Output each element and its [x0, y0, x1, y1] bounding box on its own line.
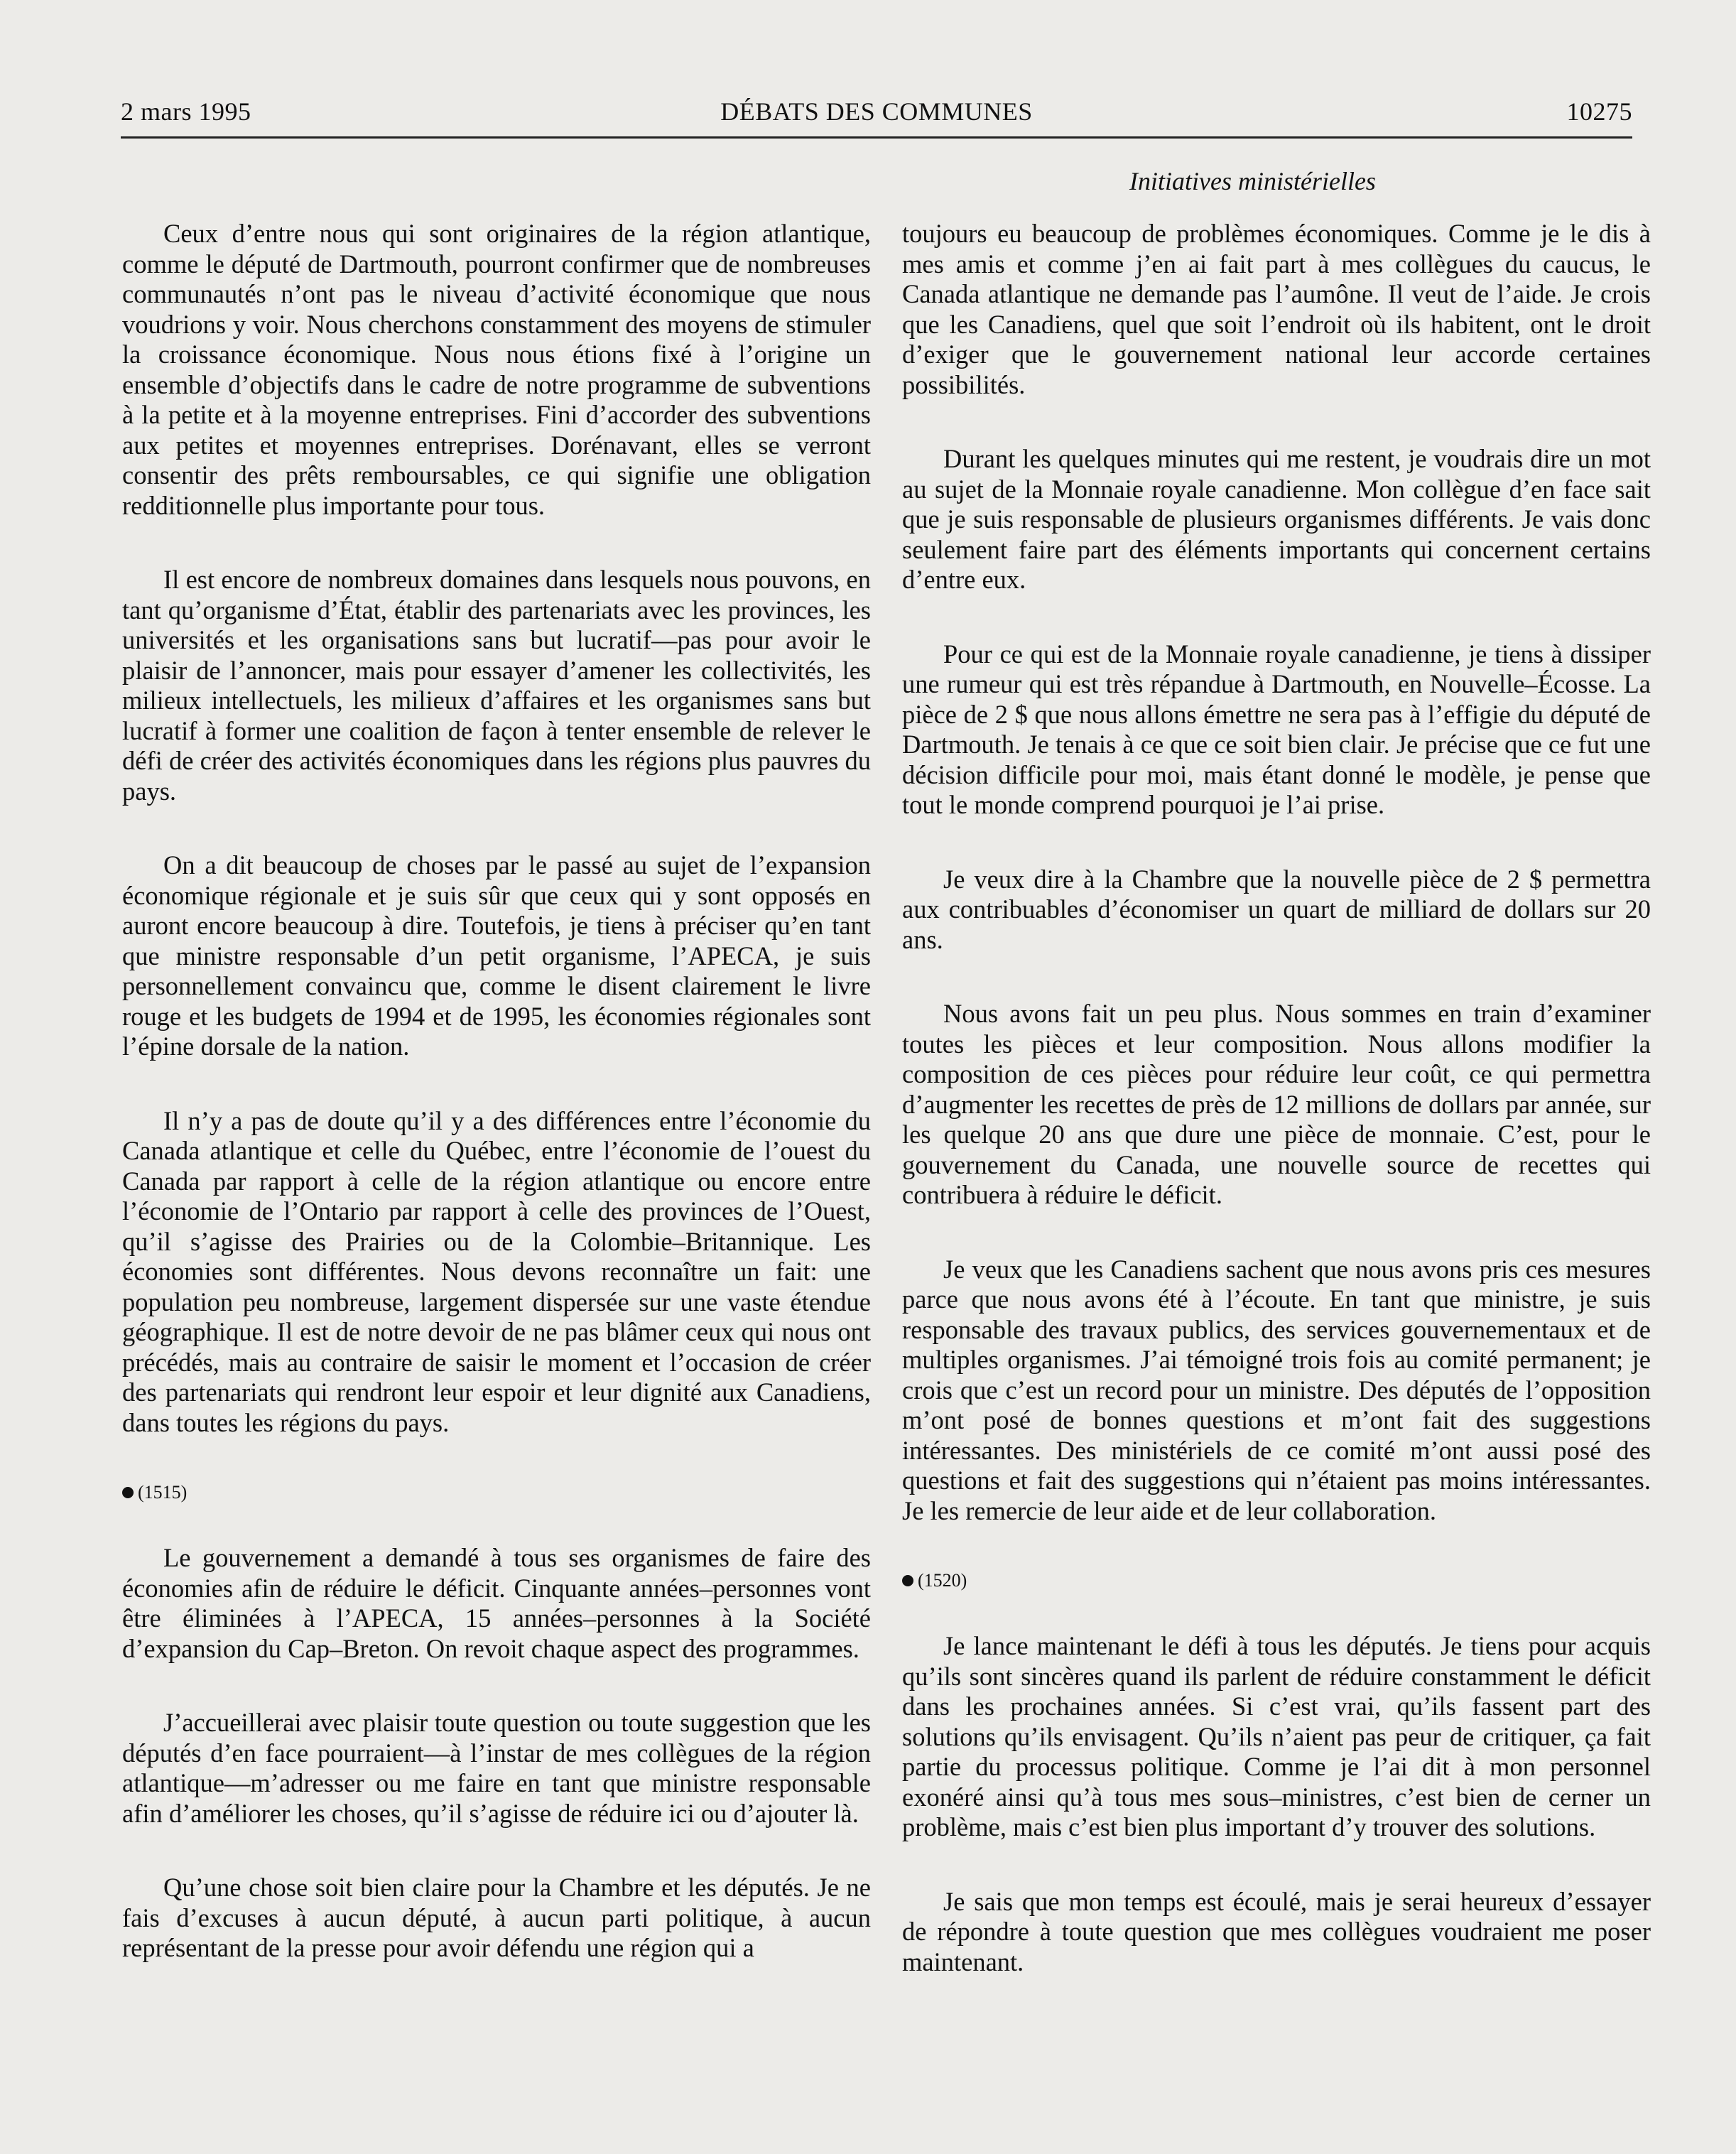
paragraph: J’accueillerai avec plaisir toute question ou toute suggestion que les députés d’en face pourraient—à l’instar de mes collègues de la région atlantique—m’adresser ou me faire en tant que ministre responsable afin d’améliorer les choses, qu’il s’agisse de réduire ici ou d’ajouter là. [122, 1708, 871, 1828]
paragraph: Je veux dire à la Chambre que la nouvelle pièce de 2 $ permettra aux contribuables d’économiser un quart de milliard de dollars sur 20 ans. [902, 864, 1651, 954]
time-marker [902, 1570, 1651, 1591]
right-column [902, 219, 1651, 1977]
paragraph: Ceux d’entre nous qui sont originaires de la région atlantique, comme le député de Dartmouth, pourront confirmer que de nombreuses communautés n’ont pas le niveau d’activité économique que nous voudrions y voir. Nous cherchons constamment des moyens de stimuler la croissance économique. Nous nous étions fixé à l’origine un ensemble d’objectifs dans le cadre de notre programme de subventions à la petite et à la moyenne entreprises. Fini d’accorder des subventions aux petites et moyennes entreprises. Dorénavant, elles se verront consentir des prêts remboursables, ce qui signifie une obligation redditionnelle plus importante pour tous. [122, 219, 871, 520]
paragraph: On a dit beaucoup de choses par le passé au sujet de l’expansion économique régionale et je suis sûr que ceux qui y sont opposés en auront encore beaucoup à dire. Toutefois, je tiens à préciser qu’en tant que ministre responsable d’un petit organisme, l’APECA, je suis personnellement convaincu que, comme le disent clairement le livre rouge et les budgets de 1994 et de 1995, les économies régionales sont l’épine dorsale de la nation. [122, 850, 871, 1061]
page-header [121, 94, 1632, 139]
paragraph: Il est encore de nombreux domaines dans lesquels nous pouvons, en tant qu’organisme d’État, établir des partenariats avec les provinces, les universités et les organisations sans but lucratif—pas pour avoir le plaisir de l’annoncer, mais pour essayer d’amener les collectivités, les milieux intellectuels, les milieux d’affaires et les organismes sans but lucratif à former une coalition de façon à tenter ensemble de relever le défi de créer des activités économiques dans les régions plus pauvres du pays. [122, 565, 871, 806]
paragraph: Le gouvernement a demandé à tous ses organismes de faire des économies afin de réduire le déficit. Cinquante années–personnes vont être éliminées à l’APECA, 15 années–personnes à la Société d’expansion du Cap–Breton. On revoit chaque aspect des programmes. [122, 1543, 871, 1663]
paragraph: Nous avons fait un peu plus. Nous sommes en train d’examiner toutes les pièces et leur composition. Nous allons modifier la composition de ces pièces pour réduire leur coût, ce qui permettra d’augmenter les recettes de près de 12 millions de dollars par année, sur les quelque 20 ans que dure une pièce de monnaie. C’est, pour le gouvernement du Canada, une nouvelle source de recettes qui contribuera à réduire le déficit. [902, 999, 1651, 1209]
paragraph: Je lance maintenant le défi à tous les députés. Je tiens pour acquis qu’ils sont sincères quand ils parlent de réduire constamment le déficit dans les prochaines années. Si c’est vrai, qu’ils fassent part des solutions qu’ils envisagent. Qu’ils n’aient pas peur de critiquer, ça fait partie du processus politique. Comme je l’ai dit à mon personnel exonéré ainsi qu’à tous mes sous–ministres, c’est bien de cerner un problème, mais c’est bien plus important d’y trouver des solutions. [902, 1631, 1651, 1841]
paragraph: Il n’y a pas de doute qu’il y a des différences entre l’économie du Canada atlantique et celle du Québec, entre l’économie de l’ouest du Canada par rapport à celle de la région atlantique ou encore entre l’économie de l’Ontario par rapport à celle des provinces de l’Ouest, qu’il s’agisse des Prairies ou de la Colombie–Britannique. Les économies sont différentes. Nous devons reconnaître un fait: une population peu nombreuse, largement dispersée sur une vaste étendue géographique. Il est de notre devoir de ne pas blâmer ceux qui nous ont précédés, mais au contraire de saisir le moment et l’occasion de créer des partenariats qui rendront leur espoir et leur dignité aux Canadiens, dans toutes les régions du pays. [122, 1105, 871, 1437]
paragraph: Je sais que mon temps est écoulé, mais je serai heureux d’essayer de répondre à toute question que mes collègues voudraient me poser maintenant. [902, 1886, 1651, 1976]
paragraph: Qu’une chose soit bien claire pour la Chambre et les députés. Je ne fais d’excuses à aucun député, à aucun parti politique, à aucun représentant de la presse pour avoir défendu une région qui a [122, 1873, 871, 1962]
paragraph: Durant les quelques minutes qui me restent, je voudrais dire un mot au sujet de la Monnaie royale canadienne. Mon collègue d’en face sait que je suis responsable de plusieurs organismes différents. Je vais donc seulement faire part des éléments importants qui concernent certains d’entre eux. [902, 444, 1651, 594]
header-date: 2 mars 1995 [121, 97, 251, 126]
time-marker-label: (1520) [918, 1570, 967, 1591]
bullet-icon [122, 1487, 134, 1498]
paragraph: Pour ce qui est de la Monnaie royale canadienne, je tiens à dissiper une rumeur qui est très répandue à Dartmouth, en Nouvelle–Écosse. La pièce de 2 $ que nous allons émettre ne sera pas à l’effigie du député de Dartmouth. Je tenais à ce que ce soit bien clair. Je précise que ce fut une décision difficile pour moi, mais étant donné le modèle, je pense que tout le monde comprend pourquoi je l’ai prise. [902, 639, 1651, 819]
paragraph-continued: toujours eu beaucoup de problèmes économiques. Comme je le dis à mes amis et comme j’en ai fait part à mes collègues du caucus, le Canada atlantique ne demande pas l’aumône. Il veut de l’aide. Je crois que les Canadiens, quel que soit l’endroit où ils habitent, ont le droit d’exiger que le gouvernement national leur accorde certaines possibilités. [902, 219, 1651, 399]
header-page-number: 10275 [1566, 97, 1632, 126]
time-marker [122, 1482, 871, 1503]
header-title: DÉBATS DES COMMUNES [720, 97, 1033, 126]
time-marker-label: (1515) [138, 1482, 188, 1503]
left-column [122, 219, 871, 1964]
bullet-icon [902, 1575, 913, 1586]
paragraph: Je veux que les Canadiens sachent que nous avons pris ces mesures parce que nous avons été à l’écoute. En tant que ministre, je suis responsable des travaux publics, des services gouvernementaux et de multiples organismes. J’ai témoigné trois fois au comité permanent; je crois que c’est un record pour un ministre. Des députés de l’opposition m’ont posé de bonnes questions et m’ont fait des suggestions intéressantes. Des ministériels de ce comité m’ont aussi posé des questions et fait des suggestions qui n’étaient pas moins intéressantes. Je les remercie de leur aide et de leur collaboration. [902, 1254, 1651, 1525]
section-label: Initiatives ministérielles [1129, 167, 1376, 195]
